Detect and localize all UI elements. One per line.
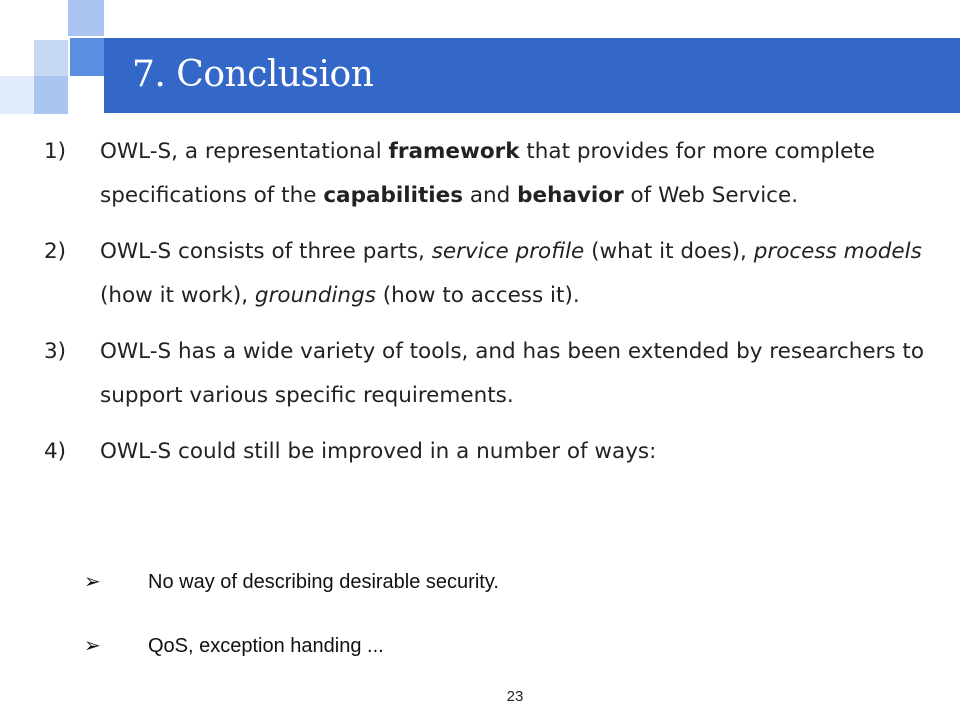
text-segment: of Web Service. (623, 183, 799, 208)
text-segment: process models (753, 239, 922, 264)
decor-square (68, 0, 104, 36)
list-item-text (100, 339, 924, 408)
sub-list-item-text: QoS, exception handing ... (148, 635, 384, 657)
list-item (44, 130, 934, 218)
decor-square (34, 76, 68, 114)
sub-list-item (80, 624, 880, 688)
text-segment: (how to access it). (375, 283, 580, 308)
list-item-text (100, 139, 875, 208)
list-item-number: 2) (44, 239, 67, 264)
slide-title: 7. Conclusion (132, 54, 374, 95)
arrowhead-bullet-icon: ➢ (84, 571, 101, 593)
list-item (44, 430, 934, 474)
text-segment: OWL-S could still be improved in a number of ways: (100, 439, 657, 464)
list-item-number: 3) (44, 339, 67, 364)
sub-bullet-list (80, 560, 880, 688)
text-segment: service profile (431, 239, 585, 264)
text-segment: (what it does), (584, 239, 754, 264)
text-segment: that provides for more complete specifications of the (100, 139, 875, 208)
text-segment: OWL-S, a representational (100, 139, 389, 164)
text-segment: and (463, 183, 518, 208)
list-item-text (100, 439, 656, 464)
text-segment: (how it work), (100, 283, 255, 308)
decor-square (0, 76, 34, 114)
text-segment: framework (388, 139, 520, 164)
text-segment: behavior (517, 183, 624, 208)
list-item-text (100, 239, 922, 308)
text-segment: groundings (254, 283, 376, 308)
sub-list-item (80, 560, 880, 624)
numbered-list (44, 130, 934, 486)
decor-square (70, 38, 104, 76)
list-item (44, 330, 934, 418)
text-segment: OWL-S consists of three parts, (100, 239, 432, 264)
page-number: 23 (506, 688, 524, 705)
sub-list-item-text: No way of describing desirable security. (148, 571, 499, 593)
list-item-number: 4) (44, 439, 67, 464)
text-segment: OWL-S has a wide variety of tools, and has been extended by researchers to support various specific requirements. (100, 339, 925, 408)
arrowhead-bullet-icon: ➢ (84, 635, 101, 657)
list-item (44, 230, 934, 318)
list-item-number: 1) (44, 139, 67, 164)
text-segment: capabilities (323, 183, 463, 208)
